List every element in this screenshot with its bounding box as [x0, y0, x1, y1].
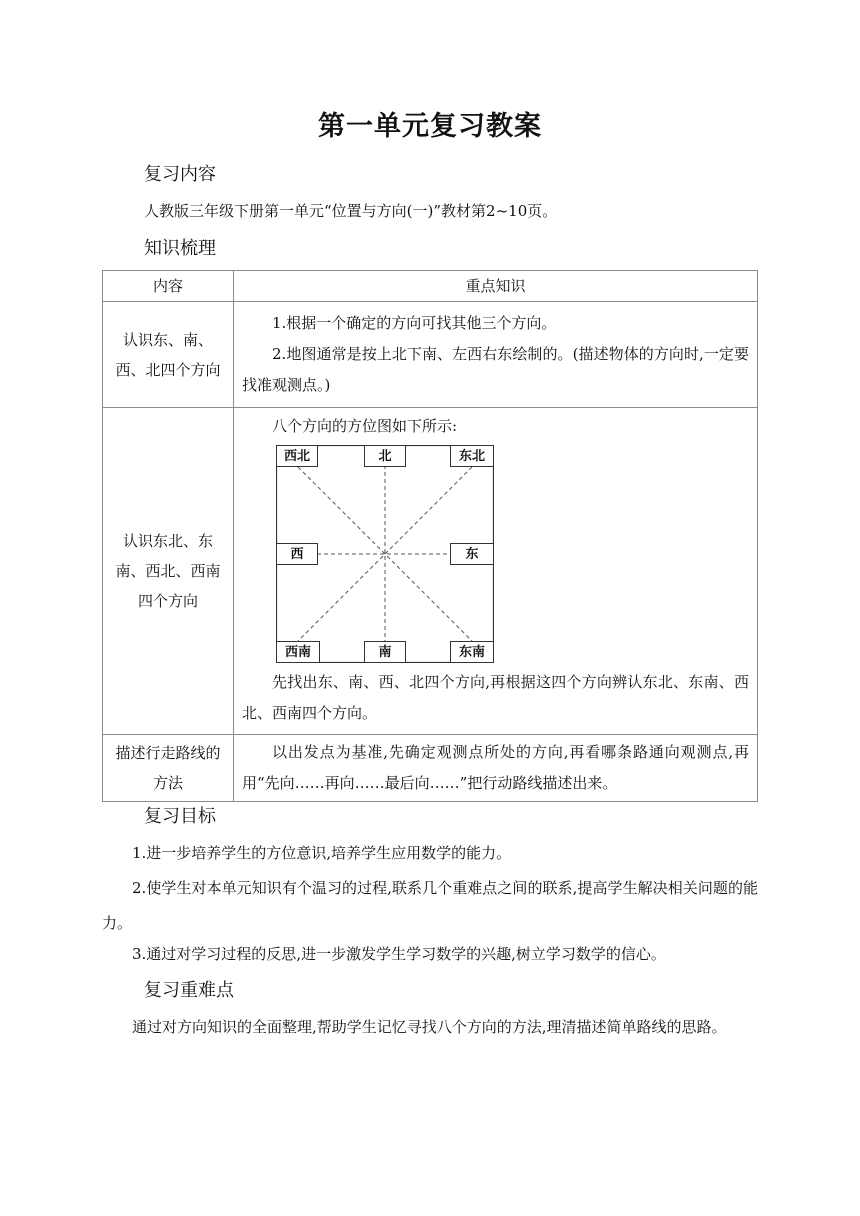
- label-south: 南: [364, 641, 406, 663]
- label-northeast: 东北: [450, 445, 494, 467]
- row2-content: [234, 408, 758, 735]
- knowledge-heading: 知识梳理: [144, 238, 216, 259]
- label-north: 北: [364, 445, 406, 467]
- table-row: [103, 735, 758, 802]
- content-text: 人教版三年级下册第一单元“位置与方向(一)”教材第2~10页。: [144, 202, 558, 220]
- row1-content: [234, 302, 758, 408]
- row1-label: 认识东、南、西、北四个方向: [103, 302, 234, 408]
- row1-point-1: 1.根据一个确定的方向可找其他三个方向。: [272, 314, 557, 332]
- label-southeast: 东南: [450, 641, 494, 663]
- header-key-knowledge: 重点知识: [234, 271, 758, 302]
- label-northwest: 西北: [276, 445, 318, 467]
- knowledge-table: [102, 270, 758, 802]
- table-header-row: [103, 271, 758, 302]
- row2-conclusion: 先找出东、南、西、北四个方向,再根据这四个方向辨认东北、东南、西北、西南四个方向。: [242, 673, 749, 722]
- row3-content: [234, 735, 758, 802]
- compass-diagram: [276, 445, 494, 663]
- goal-2: 2.使学生对本单元知识有个温习的过程,联系几个重难点之间的联系,提高学生解决相关问题的能力。: [102, 879, 758, 932]
- row1-point-2: 2.地图通常是按上北下南、左西右东绘制的。(描述物体的方向时,一定要找准观测点。): [242, 345, 749, 394]
- label-west: 西: [276, 543, 318, 565]
- goal-1: 1.进一步培养学生的方位意识,培养学生应用数学的能力。: [132, 844, 512, 862]
- header-content: 内容: [103, 271, 234, 302]
- label-east: 东: [450, 543, 494, 565]
- page-title: 第一单元复习教案: [318, 111, 542, 142]
- table-row: [103, 408, 758, 735]
- goal-3: 3.通过对学习过程的反思,进一步激发学生学习数学的兴趣,树立学习数学的信心。: [132, 945, 666, 963]
- key-text: 通过对方向知识的全面整理,帮助学生记忆寻找八个方向的方法,理清描述简单路线的思路。: [132, 1018, 727, 1036]
- table-row: [103, 302, 758, 408]
- goals-heading: 复习目标: [144, 806, 216, 827]
- row2-intro: 八个方向的方位图如下所示:: [272, 417, 458, 435]
- label-southwest: 西南: [276, 641, 320, 663]
- content-heading: 复习内容: [144, 164, 216, 185]
- key-heading: 复习重难点: [144, 980, 234, 1001]
- row2-label: 认识东北、东南、西北、西南四个方向: [103, 408, 234, 735]
- row3-text: 以出发点为基准,先确定观测点所处的方向,再看哪条路通向观测点,再用“先向……再向……最后向……”把行动路线描述出来。: [242, 743, 749, 792]
- row3-label: 描述行走路线的方法: [103, 735, 234, 802]
